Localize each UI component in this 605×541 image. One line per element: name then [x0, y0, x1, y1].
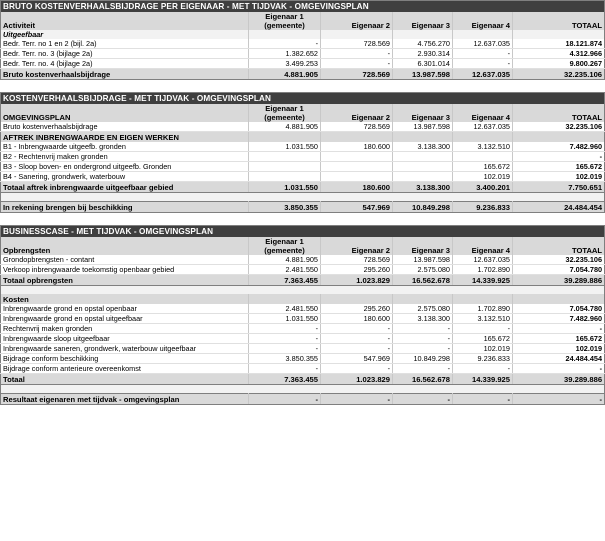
value-cell[interactable]: 6.301.014 — [393, 59, 453, 69]
table-row — [1, 172, 605, 182]
total-value-cell[interactable]: 7.750.651 — [513, 182, 605, 193]
value-cell[interactable]: 13.987.598 — [393, 69, 453, 80]
header-eigenaar-1[interactable] — [249, 12, 321, 30]
value-cell[interactable]: 2.481.550 — [249, 304, 321, 314]
value-cell[interactable]: 1.031.550 — [249, 314, 321, 324]
total-row — [1, 394, 605, 405]
total-value-cell[interactable]: 165.672 — [513, 162, 605, 172]
value-cell[interactable]: 1.702.890 — [453, 304, 513, 314]
value-cell[interactable]: - — [321, 364, 393, 374]
value-cell[interactable]: 728.569 — [321, 122, 393, 132]
value-cell[interactable]: - — [453, 49, 513, 59]
total-value-cell[interactable]: 24.484.454 — [513, 354, 605, 364]
value-cell[interactable]: 728.569 — [321, 39, 393, 49]
total-value-cell[interactable]: 7.054.780 — [513, 265, 605, 275]
spacer-row — [1, 193, 605, 202]
value-cell[interactable]: 295.260 — [321, 304, 393, 314]
section-kostenverhaalsbijdrage — [0, 92, 604, 213]
total-value-cell[interactable]: 7.482.960 — [513, 142, 605, 152]
value-cell[interactable] — [321, 162, 393, 172]
value-cell[interactable]: 3.132.510 — [453, 314, 513, 324]
value-cell[interactable]: 180.600 — [321, 314, 393, 324]
value-cell[interactable]: - — [453, 394, 513, 405]
spacer — [0, 80, 604, 92]
section-title[interactable]: KOSTENVERHAALSBIJDRAGE - MET TIJDVAK - OMGEVINGSPLAN — [1, 93, 605, 105]
value-cell[interactable]: 16.562.678 — [393, 275, 453, 286]
total-row — [1, 69, 605, 80]
header-eigenaar-3[interactable]: Eigenaar 3 — [393, 104, 453, 122]
row-label-cell[interactable]: B3 - Sloop boven- en ondergrond uitgeefb. Gronden — [1, 162, 249, 172]
value-cell[interactable] — [249, 30, 321, 39]
value-cell[interactable]: - — [321, 324, 393, 334]
value-cell[interactable]: 4.756.270 — [393, 39, 453, 49]
value-cell[interactable] — [393, 152, 453, 162]
total-row — [1, 275, 605, 286]
header-eigenaar-4[interactable]: Eigenaar 4 — [453, 237, 513, 255]
header-eigenaar-4[interactable]: Eigenaar 4 — [453, 12, 513, 30]
row-label-cell[interactable]: Inbrengwaarde grond en opstal openbaar — [1, 304, 249, 314]
row-label-cell[interactable]: Totaal aftrek inbrengwaarde uitgeefbaar gebied — [1, 182, 249, 193]
value-cell[interactable]: 2.481.550 — [249, 265, 321, 275]
row-label-cell[interactable]: Uitgeefbaar — [1, 30, 249, 39]
header-eigenaar-3[interactable]: Eigenaar 3 — [393, 12, 453, 30]
header-activity[interactable]: Activiteit — [1, 12, 249, 30]
row-label-cell[interactable]: Totaal opbrengsten — [1, 275, 249, 286]
header-eigenaar-2[interactable]: Eigenaar 2 — [321, 237, 393, 255]
row-label-cell[interactable]: B4 - Sanering, grondwerk, waterbouw — [1, 172, 249, 182]
row-label-cell[interactable]: Totaal — [1, 374, 249, 385]
header-activity[interactable]: OMGEVINGSPLAN — [1, 104, 249, 122]
total-value-cell[interactable]: 7.482.960 — [513, 314, 605, 324]
value-cell[interactable]: - — [453, 59, 513, 69]
value-cell[interactable]: - — [249, 334, 321, 344]
table-row — [1, 59, 605, 69]
value-cell[interactable] — [249, 162, 321, 172]
value-cell[interactable]: 728.569 — [321, 69, 393, 80]
section-businesscase — [0, 225, 604, 405]
value-cell[interactable]: 1.031.550 — [249, 142, 321, 152]
value-cell[interactable]: 547.969 — [321, 354, 393, 364]
table-row — [1, 304, 605, 314]
spacer — [0, 213, 604, 225]
row-label-cell[interactable]: AFTREK INBRENGWAARDE EN EIGEN WERKEN — [1, 132, 249, 143]
total-row — [1, 182, 605, 193]
value-cell[interactable] — [393, 30, 453, 39]
section-title-row — [1, 226, 605, 238]
row-label-cell[interactable]: Rechtenvrij maken gronden — [1, 324, 249, 334]
value-cell[interactable] — [453, 152, 513, 162]
total-value-cell[interactable]: 7.054.780 — [513, 304, 605, 314]
row-label-cell[interactable]: Bijdrage conform anterieure overeenkomst — [1, 364, 249, 374]
table-row — [1, 142, 605, 152]
table-row — [1, 162, 605, 172]
header-eigenaar-1-line2: (gemeente) — [264, 21, 305, 30]
header-eigenaar-1-line2: (gemeente) — [264, 246, 305, 255]
header-eigenaar-1[interactable] — [249, 237, 321, 255]
value-cell[interactable]: 165.672 — [453, 334, 513, 344]
value-cell[interactable] — [321, 30, 393, 39]
row-label-cell[interactable]: Bedr. Terr. no. 3 (bijlage 2a) — [1, 49, 249, 59]
row-label-cell[interactable]: Kosten — [1, 294, 249, 304]
row-label-cell[interactable]: B1 - Inbrengwaarde uitgeefb. gronden — [1, 142, 249, 152]
value-cell[interactable]: - — [321, 49, 393, 59]
table-row — [1, 255, 605, 265]
value-cell[interactable] — [393, 294, 453, 304]
value-cell[interactable]: 3.138.300 — [393, 182, 453, 193]
empty-cell — [1, 286, 605, 295]
column-header-row — [1, 12, 605, 30]
value-cell[interactable]: - — [393, 394, 453, 405]
subheader-row — [1, 294, 605, 304]
total-value-cell[interactable]: - — [513, 364, 605, 374]
empty-cell — [1, 385, 605, 394]
table-row — [1, 49, 605, 59]
value-cell[interactable]: - — [249, 364, 321, 374]
value-cell[interactable] — [249, 172, 321, 182]
value-cell[interactable]: 1.023.829 — [321, 275, 393, 286]
row-label-cell[interactable]: Bruto kostenverhaalsbijdrage — [1, 122, 249, 132]
header-totaal[interactable]: TOTAAL — [513, 12, 605, 30]
value-cell[interactable]: - — [393, 364, 453, 374]
total-value-cell[interactable]: 24.484.454 — [513, 202, 605, 213]
value-cell[interactable]: 7.363.455 — [249, 374, 321, 385]
header-eigenaar-3[interactable]: Eigenaar 3 — [393, 237, 453, 255]
total-row — [1, 202, 605, 213]
value-cell[interactable]: 9.236.833 — [453, 354, 513, 364]
header-eigenaar-2[interactable]: Eigenaar 2 — [321, 104, 393, 122]
section-title[interactable]: BUSINESSCASE - MET TIJDVAK - OMGEVINGSPLAN — [1, 226, 605, 238]
value-cell[interactable]: - — [249, 394, 321, 405]
header-eigenaar-1-line1: Eigenaar 1 — [265, 12, 304, 21]
value-cell[interactable]: 3.400.201 — [453, 182, 513, 193]
column-header-row — [1, 104, 605, 122]
table-row — [1, 39, 605, 49]
value-cell[interactable]: - — [453, 364, 513, 374]
value-cell[interactable] — [249, 294, 321, 304]
value-cell[interactable] — [453, 30, 513, 39]
value-cell[interactable]: 1.023.829 — [321, 374, 393, 385]
value-cell[interactable]: 102.019 — [453, 344, 513, 354]
table-row — [1, 122, 605, 132]
value-cell[interactable]: 4.881.905 — [249, 122, 321, 132]
row-label-cell[interactable]: Bijdrage conform beschikking — [1, 354, 249, 364]
value-cell[interactable]: 180.600 — [321, 182, 393, 193]
header-eigenaar-1-line1: Eigenaar 1 — [265, 237, 304, 246]
table-row — [1, 265, 605, 275]
subheader-row — [1, 132, 605, 143]
value-cell[interactable]: 1.702.890 — [453, 265, 513, 275]
row-label-cell[interactable]: Bruto kostenverhaalsbijdrage — [1, 69, 249, 80]
table-row — [1, 364, 605, 374]
header-eigenaar-1[interactable] — [249, 104, 321, 122]
total-value-cell[interactable]: 39.289.886 — [513, 275, 605, 286]
total-value-cell[interactable]: 165.672 — [513, 334, 605, 344]
value-cell[interactable]: - — [393, 344, 453, 354]
value-cell[interactable]: 16.562.678 — [393, 374, 453, 385]
value-cell[interactable]: - — [321, 344, 393, 354]
value-cell[interactable] — [453, 132, 513, 143]
row-label-cell[interactable]: Bedr. Terr. no. 4 (bijlage 2a) — [1, 59, 249, 69]
value-cell[interactable]: 13.987.598 — [393, 255, 453, 265]
value-cell[interactable]: - — [249, 324, 321, 334]
value-cell[interactable]: 14.339.925 — [453, 275, 513, 286]
total-value-cell[interactable]: - — [513, 152, 605, 162]
total-value-cell[interactable]: 32.235.106 — [513, 69, 605, 80]
header-totaal[interactable]: TOTAAL — [513, 104, 605, 122]
value-cell[interactable]: - — [321, 394, 393, 405]
total-row — [1, 374, 605, 385]
value-cell[interactable]: - — [453, 324, 513, 334]
value-cell[interactable]: 180.600 — [321, 142, 393, 152]
value-cell[interactable]: 12.637.035 — [453, 69, 513, 80]
value-cell[interactable]: - — [249, 39, 321, 49]
value-cell[interactable]: - — [249, 344, 321, 354]
total-value-cell[interactable]: - — [513, 394, 605, 405]
value-cell[interactable]: 3.850.355 — [249, 202, 321, 213]
value-cell[interactable] — [321, 294, 393, 304]
section-title-row — [1, 93, 605, 105]
header-activity[interactable]: Opbrengsten — [1, 237, 249, 255]
row-label-cell[interactable]: Inbrengwaarde saneren, grondwerk, waterbouw uitgeefbaar — [1, 344, 249, 354]
total-value-cell[interactable]: 4.312.966 — [513, 49, 605, 59]
value-cell[interactable]: 3.138.300 — [393, 142, 453, 152]
value-cell[interactable]: 728.569 — [321, 255, 393, 265]
header-eigenaar-1-line2: (gemeente) — [264, 113, 305, 122]
total-value-cell[interactable]: - — [513, 324, 605, 334]
value-cell[interactable]: 2.930.314 — [393, 49, 453, 59]
table-row — [1, 324, 605, 334]
value-cell[interactable] — [321, 152, 393, 162]
table-row — [1, 152, 605, 162]
value-cell[interactable]: - — [321, 59, 393, 69]
total-value-cell[interactable]: 32.235.106 — [513, 122, 605, 132]
data-table — [0, 225, 605, 405]
value-cell[interactable] — [393, 132, 453, 143]
row-label-cell[interactable]: Grondopbrengsten - contant — [1, 255, 249, 265]
value-cell[interactable]: 2.575.080 — [393, 265, 453, 275]
value-cell[interactable]: 3.138.300 — [393, 314, 453, 324]
value-cell[interactable]: - — [393, 324, 453, 334]
value-cell[interactable] — [453, 294, 513, 304]
total-value-cell[interactable]: 9.800.267 — [513, 59, 605, 69]
spacer-row — [1, 385, 605, 394]
value-cell[interactable]: 12.637.035 — [453, 122, 513, 132]
row-label-cell[interactable]: Inbrengwaarde grond en opstal uitgeefbaar — [1, 314, 249, 324]
value-cell[interactable]: 4.881.905 — [249, 255, 321, 265]
value-cell[interactable]: 3.499.253 — [249, 59, 321, 69]
value-cell[interactable] — [321, 172, 393, 182]
value-cell[interactable]: 12.637.035 — [453, 39, 513, 49]
table-row — [1, 354, 605, 364]
header-eigenaar-1-line1: Eigenaar 1 — [265, 104, 304, 113]
value-cell[interactable]: 2.575.080 — [393, 304, 453, 314]
value-cell[interactable]: 1.382.652 — [249, 49, 321, 59]
value-cell[interactable]: 7.363.455 — [249, 275, 321, 286]
header-eigenaar-4[interactable]: Eigenaar 4 — [453, 104, 513, 122]
section-title[interactable]: BRUTO KOSTENVERHAALSBIJDRAGE PER EIGENAAR - MET TIJDVAK - OMGEVINGSPLAN — [1, 1, 605, 13]
section-bruto-kostenverhaalsbijdrage — [0, 0, 604, 80]
header-eigenaar-2[interactable]: Eigenaar 2 — [321, 12, 393, 30]
header-totaal[interactable]: TOTAAL — [513, 237, 605, 255]
total-value-cell[interactable]: 18.121.874 — [513, 39, 605, 49]
data-table — [0, 92, 605, 213]
value-cell[interactable]: 12.637.035 — [453, 255, 513, 265]
row-label-cell[interactable]: Inbrengwaarde sloop uitgeefbaar — [1, 334, 249, 344]
value-cell[interactable] — [321, 132, 393, 143]
value-cell[interactable]: 165.672 — [453, 162, 513, 172]
value-cell[interactable]: 9.236.833 — [453, 202, 513, 213]
table-row — [1, 344, 605, 354]
value-cell[interactable] — [249, 152, 321, 162]
total-value-cell[interactable] — [513, 132, 605, 143]
total-value-cell[interactable]: 102.019 — [513, 344, 605, 354]
value-cell[interactable] — [393, 162, 453, 172]
row-label-cell[interactable]: Resultaat eigenaren met tijdvak - omgevingsplan — [1, 394, 249, 405]
total-value-cell[interactable]: 39.289.886 — [513, 374, 605, 385]
total-value-cell[interactable] — [513, 30, 605, 39]
value-cell[interactable]: 14.339.925 — [453, 374, 513, 385]
value-cell[interactable]: 10.849.298 — [393, 354, 453, 364]
subheader-row — [1, 30, 605, 39]
value-cell[interactable]: 3.132.510 — [453, 142, 513, 152]
value-cell[interactable]: 295.260 — [321, 265, 393, 275]
value-cell[interactable] — [249, 132, 321, 143]
empty-cell — [1, 193, 605, 202]
total-value-cell[interactable]: 102.019 — [513, 172, 605, 182]
total-value-cell[interactable] — [513, 294, 605, 304]
data-table — [0, 0, 605, 80]
spacer-row — [1, 286, 605, 295]
row-label-cell[interactable]: Bedr. Terr. no 1 en 2 (bijl. 2a) — [1, 39, 249, 49]
table-row — [1, 314, 605, 324]
total-value-cell[interactable]: 32.235.106 — [513, 255, 605, 265]
section-title-row — [1, 1, 605, 13]
row-label-cell[interactable]: B2 - Rechtenvrij maken gronden — [1, 152, 249, 162]
value-cell[interactable]: 13.987.598 — [393, 122, 453, 132]
value-cell[interactable]: 547.969 — [321, 202, 393, 213]
value-cell[interactable]: 1.031.550 — [249, 182, 321, 193]
table-row — [1, 334, 605, 344]
value-cell[interactable]: - — [393, 334, 453, 344]
value-cell[interactable]: 102.019 — [453, 172, 513, 182]
row-label-cell[interactable]: In rekening brengen bij beschikking — [1, 202, 249, 213]
value-cell[interactable]: 10.849.298 — [393, 202, 453, 213]
value-cell[interactable] — [393, 172, 453, 182]
column-header-row — [1, 237, 605, 255]
value-cell[interactable]: 3.850.355 — [249, 354, 321, 364]
value-cell[interactable]: 4.881.905 — [249, 69, 321, 80]
value-cell[interactable]: - — [321, 334, 393, 344]
row-label-cell[interactable]: Verkoop inbrengwaarde toekomstig openbaar gebied — [1, 265, 249, 275]
